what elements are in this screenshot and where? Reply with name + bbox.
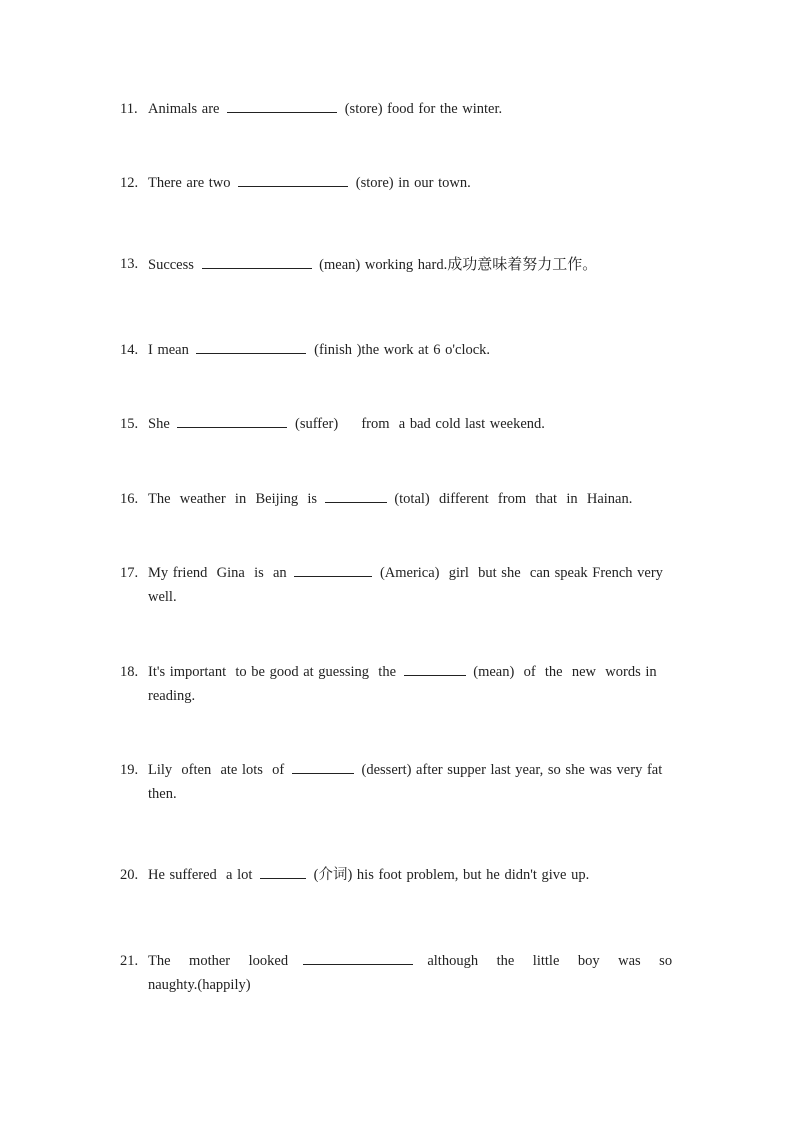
question-13 (120, 252, 675, 277)
question-text: Success (148, 257, 194, 273)
question-number: 14. (120, 342, 139, 358)
question-text: Animals are (148, 101, 220, 117)
question-number: 16. (120, 491, 139, 507)
question-14 (120, 338, 675, 362)
question-text: (介词) his foot problem, but he didn't give up. (313, 867, 590, 883)
question-21 (120, 949, 675, 997)
answer-blank[interactable] (177, 413, 287, 428)
question-text: although the little boy was so (427, 953, 673, 969)
question-text: The weather in Beijing is (148, 491, 318, 507)
question-text: (suffer) from a bad cold last weekend. (295, 416, 545, 432)
question-text: He suffered a lot (148, 867, 253, 883)
question-15 (120, 412, 675, 436)
question-text-continued: then. (148, 786, 177, 802)
answer-blank[interactable] (292, 759, 354, 774)
question-text: There are two (148, 175, 231, 191)
question-text: (total) different from that in Hainan. (394, 491, 633, 507)
question-number: 21. (120, 953, 139, 969)
question-text-continued: well. (148, 589, 177, 605)
question-text: She (148, 416, 170, 432)
question-text: My friend Gina is an (148, 565, 287, 581)
question-text: (mean) working hard. (319, 257, 448, 273)
question-text: (store) food for the winter. (344, 101, 503, 117)
answer-blank[interactable] (260, 864, 306, 879)
question-number: 12. (120, 175, 139, 191)
answer-blank[interactable] (294, 562, 372, 577)
question-20 (120, 863, 675, 887)
question-number: 15. (120, 416, 139, 432)
question-text: (America) girl but she can speak French very (379, 565, 663, 581)
question-text: (store) in our town. (355, 175, 471, 191)
question-text: It's important to be good at guessing the (148, 664, 397, 680)
question-12 (120, 171, 675, 195)
question-text-continued: reading. (148, 688, 196, 704)
question-19 (120, 758, 675, 806)
question-number: 11. (120, 101, 138, 117)
question-18 (120, 660, 675, 708)
question-11 (120, 97, 675, 121)
question-number: 13. (120, 256, 139, 272)
question-text: Lily often ate lots of (148, 762, 285, 778)
answer-blank[interactable] (325, 488, 387, 503)
question-17 (120, 561, 675, 609)
answer-blank[interactable] (227, 98, 337, 113)
answer-blank[interactable] (196, 339, 306, 354)
question-text: (dessert) after supper last year, so she was very fat (361, 762, 663, 778)
question-number: 17. (120, 565, 139, 581)
question-text-continued: naughty.(happily) (148, 977, 251, 993)
answer-blank[interactable] (404, 661, 466, 676)
question-16 (120, 487, 675, 511)
question-text: I mean (148, 342, 189, 358)
chinese-translation: 成功意味着努力工作。 (447, 255, 598, 273)
answer-blank[interactable] (202, 254, 312, 269)
question-number: 20. (120, 867, 139, 883)
question-text: The mother looked (148, 953, 289, 969)
answer-blank[interactable] (238, 172, 348, 187)
answer-blank[interactable] (303, 950, 413, 965)
question-number: 18. (120, 664, 139, 680)
question-text: (mean) of the new words in (473, 664, 657, 680)
question-text: (finish )the work at 6 o'clock. (314, 342, 491, 358)
question-number: 19. (120, 762, 139, 778)
